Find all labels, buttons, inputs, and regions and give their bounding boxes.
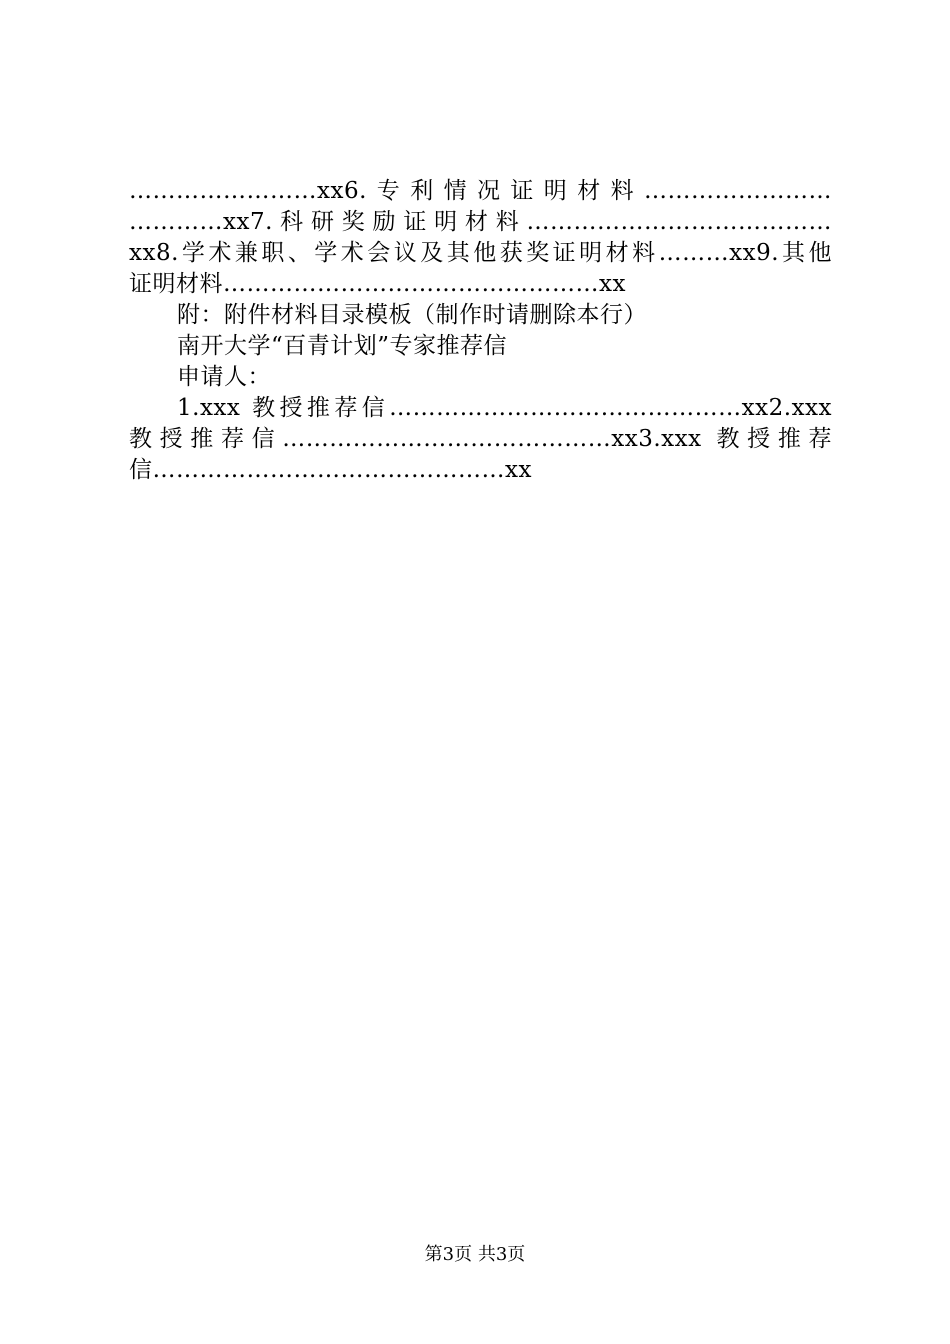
page-number-footer: 第3页 共3页 [424, 1244, 526, 1265]
text-line: 1.xxx 教授推荐信………………………………………xx2.xxx [177, 395, 832, 421]
text-line: 教授推荐信……………………………………xx3.xxx 教授推荐 [129, 426, 832, 452]
text-line: xx8.学术兼职、学术会议及其他获奖证明材料………xx9.其他 [129, 240, 832, 266]
text-line: ……………………xx6.专利情况证明材料…………………… [129, 178, 832, 204]
section-heading: 南开大学“百青计划”专家推荐信 [177, 333, 508, 359]
applicant-label: 申请人： [177, 364, 271, 390]
text-line: …………xx7.科研奖励证明材料………………………………… [129, 209, 832, 235]
text-line: 证明材料…………………………………………xx [129, 271, 626, 297]
document-body [129, 176, 832, 486]
attachment-note: 附：附件材料目录模板（制作时请删除本行） [177, 302, 647, 328]
text-line: 信………………………………………xx [129, 457, 532, 483]
